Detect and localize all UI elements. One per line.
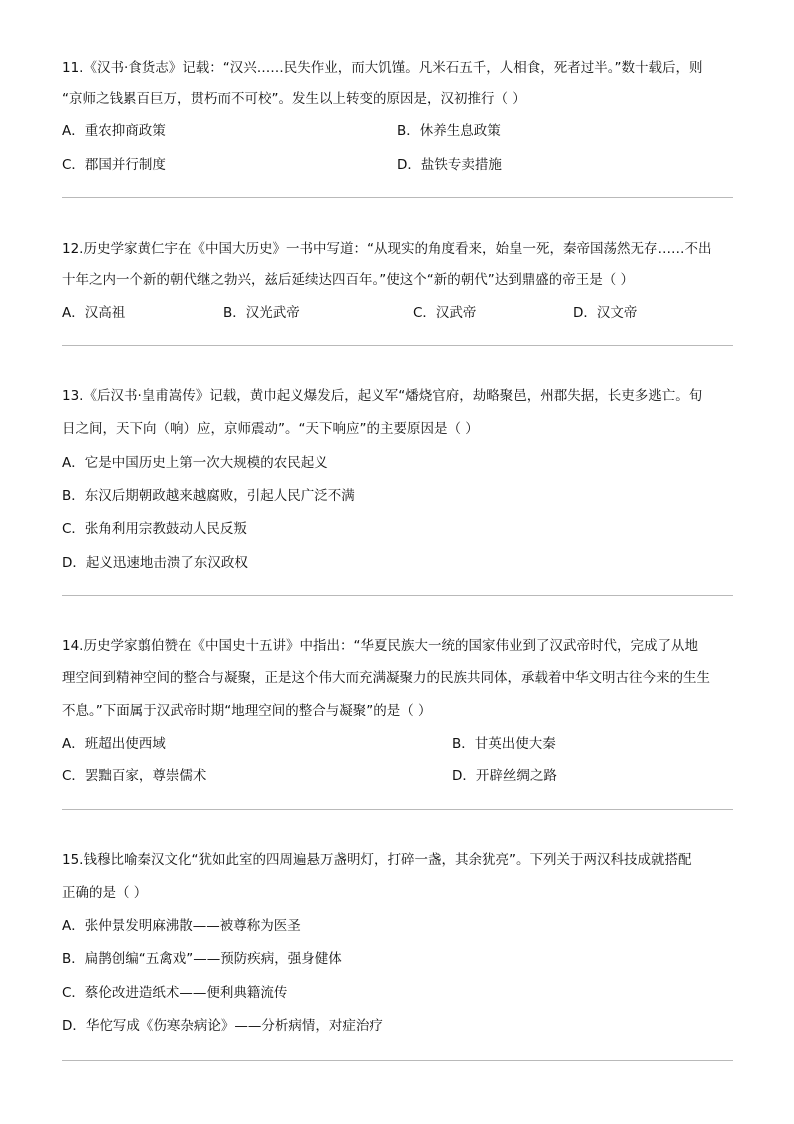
question-15-option-c[interactable]: C．蔡伦改进造纸术——便利典籍流传 (62, 985, 288, 1001)
question-14-option-c[interactable]: C．罢黜百家，尊崇儒术 (62, 768, 207, 784)
question-divider (62, 197, 733, 198)
question-15-stem-line-2: 正确的是（ ） (62, 885, 148, 901)
question-divider (62, 345, 733, 346)
question-divider (62, 809, 733, 810)
question-13-stem-line-1: 13.《后汉书·皇甫嵩传》记载，黄巾起义爆发后，起义军“燔烧官府，劫略聚邑，州郡失据，长吏多逃亡。旬 (62, 388, 703, 404)
question-14-option-b[interactable]: B．甘英出使大秦 (452, 736, 556, 752)
question-14-stem-line-1: 14.历史学家翦伯赞在《中国史十五讲》中指出：“华夏民族大一统的国家伟业到了汉武帝时代，完成了从地 (62, 638, 698, 654)
question-12-option-d[interactable]: D．汉文帝 (573, 305, 638, 321)
question-12-option-c[interactable]: C．汉武帝 (413, 305, 477, 321)
question-11-option-d[interactable]: D．盐铁专卖措施 (397, 157, 502, 173)
question-11-option-a[interactable]: A．重农抑商政策 (62, 123, 166, 139)
question-15-stem-line-1: 15.钱穆比喻秦汉文化“犹如此室的四周遍悬万盏明灯，打碎一盏，其余犹亮”。下列关于两汉科技成就搭配 (62, 852, 692, 868)
question-15-option-d[interactable]: D．华佗写成《伤寒杂病论》——分析病情，对症治疗 (62, 1018, 383, 1034)
question-15-option-a[interactable]: A．张仲景发明麻沸散——被尊称为医圣 (62, 918, 301, 934)
question-divider (62, 595, 733, 596)
question-14-stem-line-2: 理空间到精神空间的整合与凝聚，正是这个伟大而充满凝聚力的民族共同体，承载着中华文明古往今来的生生 (62, 670, 710, 686)
question-14-stem-line-3: 不息。”下面属于汉武帝时期“地理空间的整合与凝聚”的是（ ） (62, 703, 432, 719)
question-14-option-a[interactable]: A．班超出使西域 (62, 736, 166, 752)
question-15-option-b[interactable]: B．扁鹊创编“五禽戏”——预防疾病，强身健体 (62, 951, 342, 967)
question-12-stem-line-1: 12.历史学家黄仁宇在《中国大历史》一书中写道：“从现实的角度看来，始皇一死，秦帝国荡然无存……不出 (62, 241, 712, 257)
question-13-option-c[interactable]: C．张角利用宗教鼓动人民反叛 (62, 521, 247, 537)
question-13-option-a[interactable]: A．它是中国历史上第一次大规模的农民起义 (62, 455, 328, 471)
question-12-option-a[interactable]: A．汉高祖 (62, 305, 126, 321)
question-11-option-b[interactable]: B．休养生息政策 (397, 123, 501, 139)
question-11-option-c[interactable]: C．郡国并行制度 (62, 157, 166, 173)
question-11-stem-line-1: 11.《汉书·食货志》记载：“汉兴……民失作业，而大饥馑。凡米石五千，人相食，死者过半。”数十载后，则 (62, 60, 703, 76)
question-11-stem-line-2: “京师之钱累百巨万，贯朽而不可校”。发生以上转变的原因是，汉初推行（ ） (62, 91, 526, 107)
question-divider (62, 1060, 733, 1061)
question-13-option-d[interactable]: D．起义迅速地击溃了东汉政权 (62, 555, 248, 571)
question-12-stem-line-2: 十年之内一个新的朝代继之勃兴，兹后延续达四百年。”使这个“新的朝代”达到鼎盛的帝王是（ ） (62, 272, 635, 288)
question-12-option-b[interactable]: B．汉光武帝 (223, 305, 300, 321)
question-14-option-d[interactable]: D．开辟丝绸之路 (452, 768, 557, 784)
question-13-stem-line-2: 日之间，天下向（响）应，京师震动”。“天下响应”的主要原因是（ ） (62, 421, 479, 437)
question-13-option-b[interactable]: B．东汉后期朝政越来越腐败，引起人民广泛不满 (62, 488, 355, 504)
